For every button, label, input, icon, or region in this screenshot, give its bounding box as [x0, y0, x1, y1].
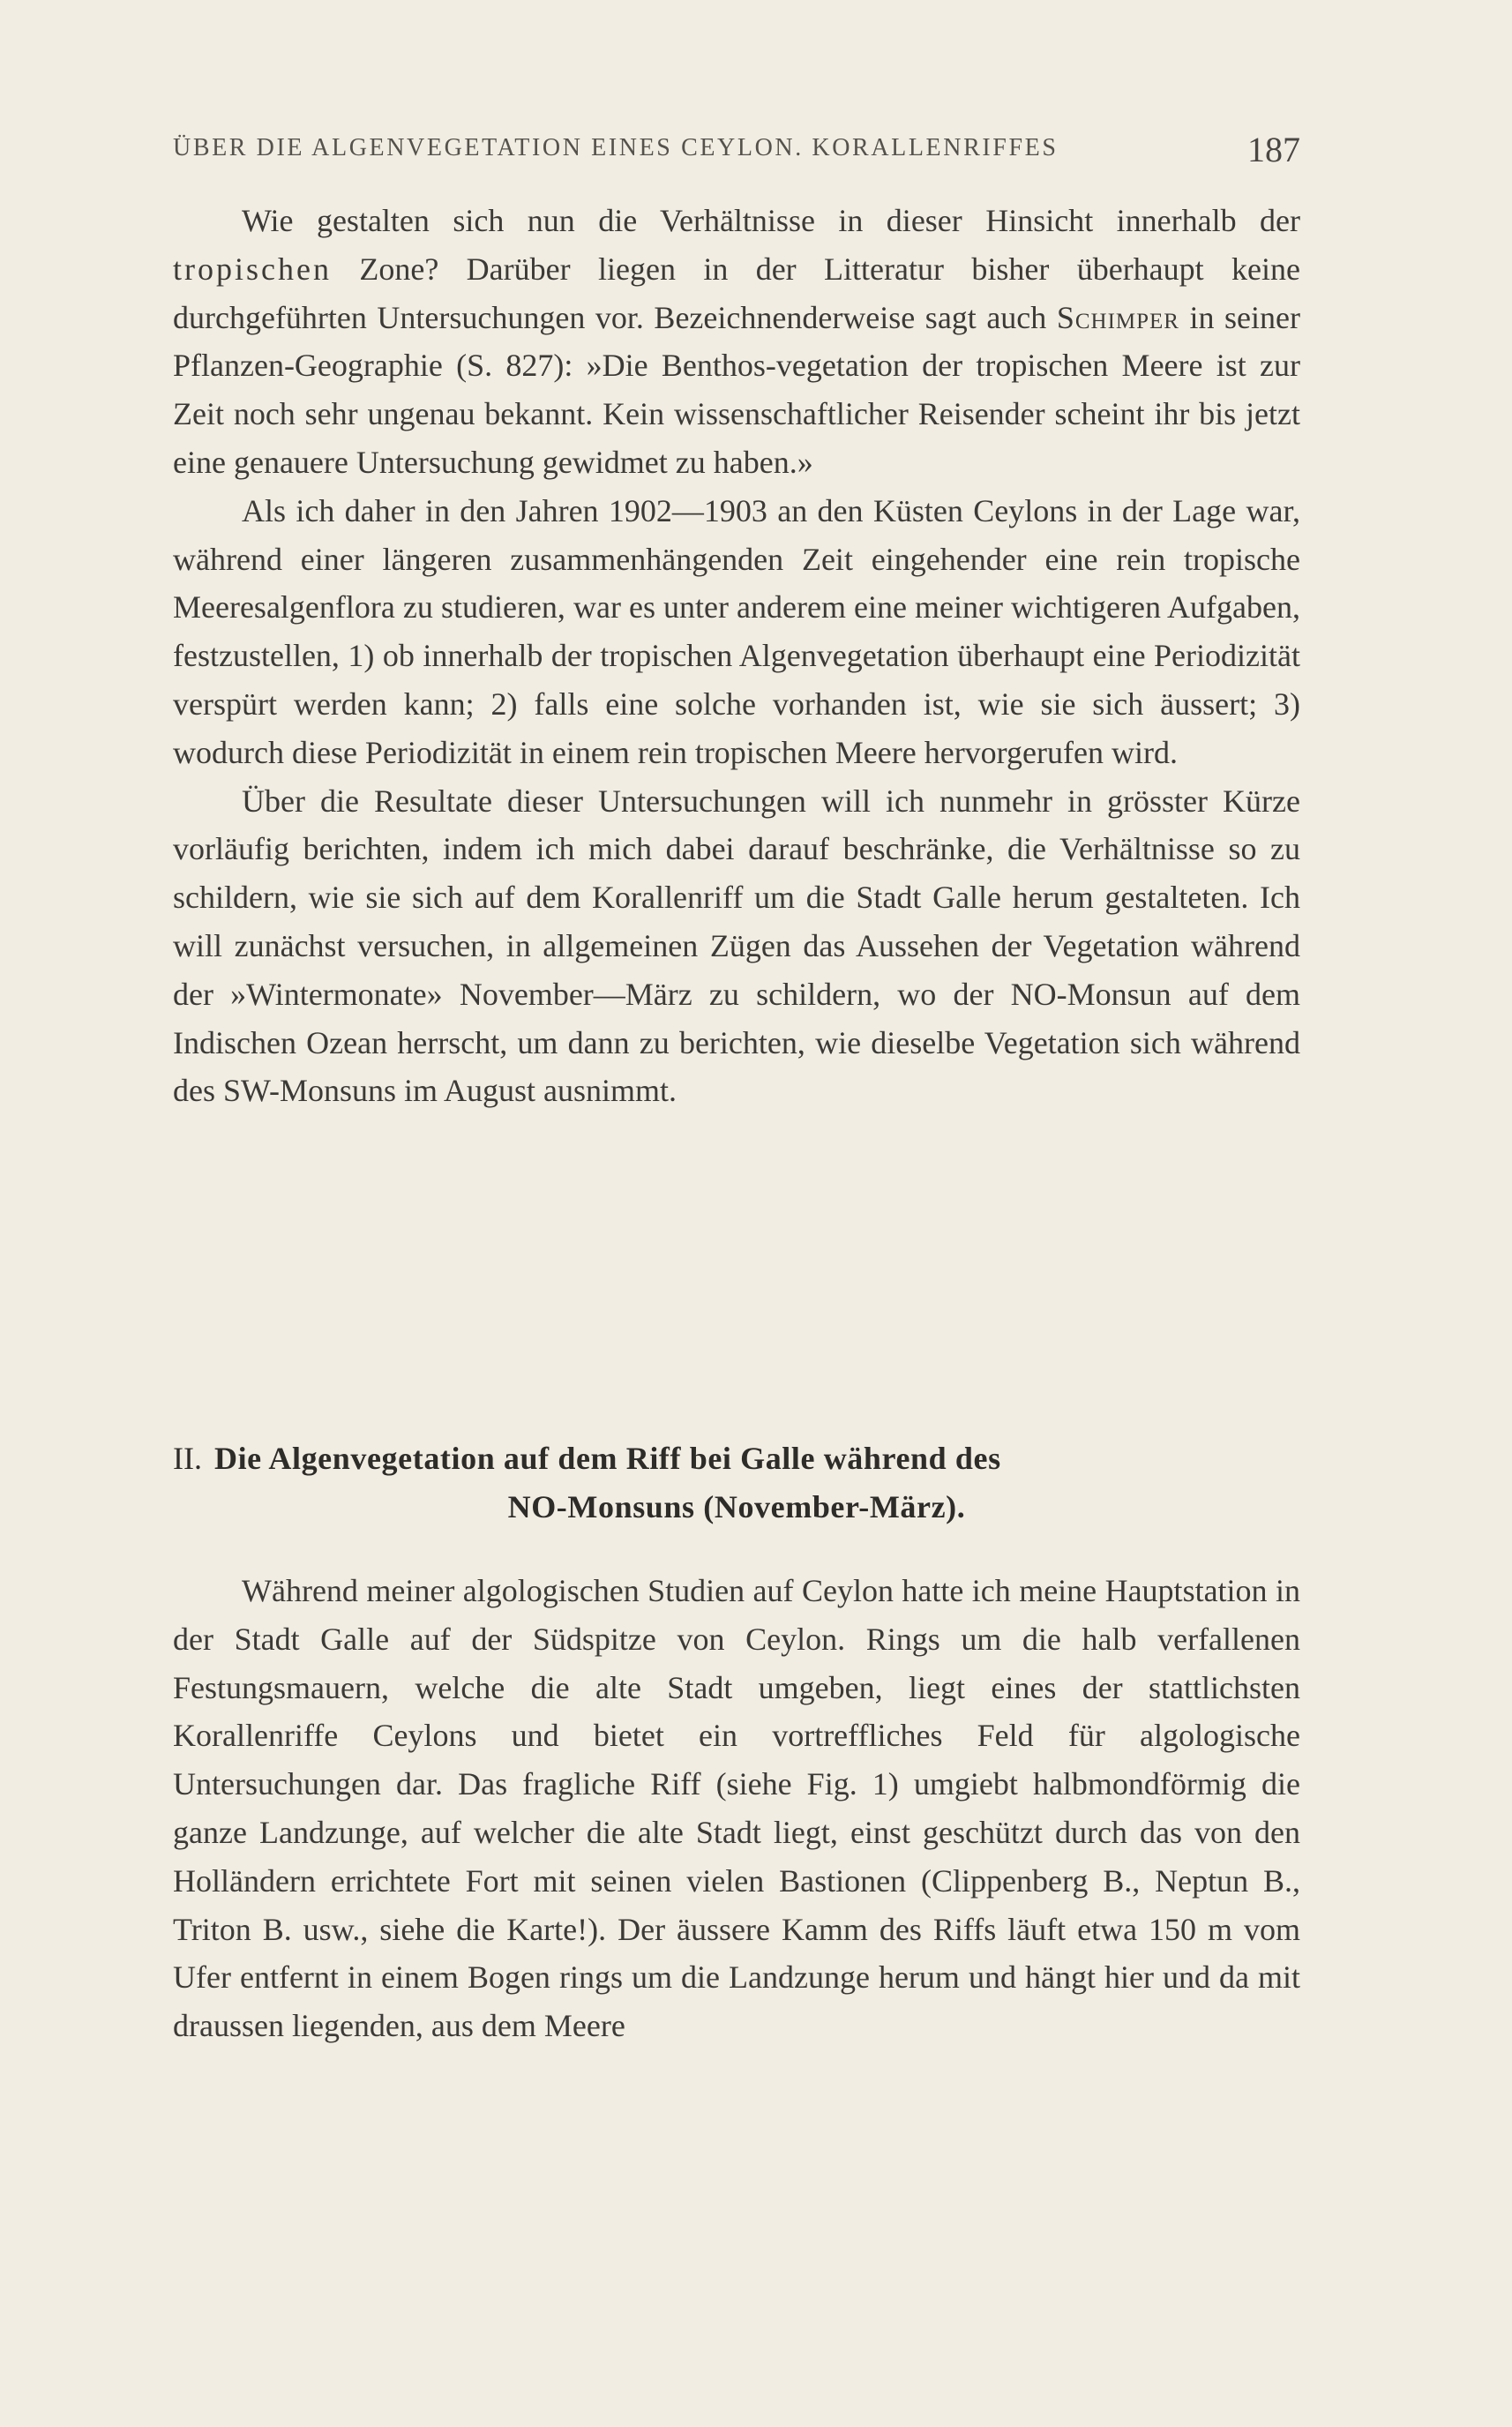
section-number: II.	[173, 1441, 202, 1476]
running-head-title: ÜBER DIE ALGENVEGETATION EINES CEYLON. KORALLENRIFFES	[173, 134, 1059, 161]
running-head	[173, 131, 1300, 175]
section-title-line-1: Die Algenvegetation auf dem Riff bei Galle während des	[213, 1441, 1001, 1476]
paragraph-1-part-c: Zone? Darüber liegen in der Litteratur bisher überhaupt keine durchgeführten Untersuchungen vor. Bezeichnenderweise sagt auch	[173, 251, 1300, 335]
section-body-text	[173, 1567, 1300, 2050]
section-paragraph-1: Während meiner algologischen Studien auf Ceylon hatte ich meine Hauptstation in der Stadt Galle auf der Südspitze von Ceylon. Rings um die halb verfallenen Festungsmauern, welche die alte Stadt umgeben, liegt eines der stattlichsten Korallenriffe Ceylons und bietet ein vortreffliches Feld für algologische Untersuchungen dar. Das fragliche Riff (siehe Fig. 1) umgiebt halbmondförmig die ganze Landzunge, auf welcher die alte Stadt liegt, einst geschützt durch das von den Holländern errichtete Fort mit seinen vielen Bastionen (Clippenberg B., Neptun B., Triton B. usw., siehe die Karte!). Der äussere Kamm des Riffs läuft etwa 150 m vom Ufer entfernt in einem Bogen rings um die Landzunge herum und hängt hier und da mit draussen liegenden, aus dem Meere	[173, 1573, 1300, 2044]
paragraph-2: Als ich daher in den Jahren 1902—1903 an den Küsten Ceylons in der Lage war, während einer längeren zusammenhängenden Zeit eingehender eine rein tropische Meeresalgenflora zu studieren, war es unter anderem eine meiner wichtigeren Aufgaben, festzustellen, 1) ob innerhalb der tropischen Algenvegetation überhaupt eine Periodizität verspürt werden kann; 2) falls eine solche vorhanden ist, wie sie sich äussert; 3) wodurch diese Periodizität in einem rein tropischen Meere hervorgerufen wird.	[173, 492, 1300, 770]
paragraph-3: Über die Resultate dieser Untersuchungen will ich nunmehr in grösster Kürze vorläufig berichten, indem ich mich dabei darauf beschränke, die Verhältnisse so zu schildern, wie sie sich auf dem Korallenriff um die Stadt Galle herum gestalteten. Ich will zunächst versuchen, in allgemeinen Zügen das Aussehen der Vegetation während der »Wintermonate» November—März zu schildern, wo der NO-Monsun auf dem Indischen Ozean herrscht, um dann zu berichten, wie dieselbe Vegetation sich während des SW-Monsuns im August ausnimmt.	[173, 783, 1300, 1109]
paragraph-1-part-e: in seiner Pflanzen-Geographie (S. 827): »Die Benthos-vegetation der tropischen Meere ist zur Zeit noch sehr ungenau bekannt. Kein wissenschaftlicher Reisender scheint ihr bis jetzt eine genauere Untersuchung gewidmet zu haben.»	[173, 299, 1300, 480]
emphasis-tropischen: tropischen	[173, 251, 332, 287]
body-text	[173, 197, 1300, 1115]
section-title-line-2: NO-Monsuns (November-März).	[507, 1489, 966, 1524]
section-heading	[173, 1434, 1300, 1532]
paragraph-1	[173, 197, 1300, 487]
section-heading-line-1	[173, 1434, 1300, 1483]
paragraph-1-part-a: Wie gestalten sich nun die Verhältnisse in dieser Hinsicht innerhalb der	[242, 203, 1300, 238]
page-number: 187	[1247, 130, 1300, 169]
author-name-schimper: Schimper	[1056, 299, 1179, 335]
